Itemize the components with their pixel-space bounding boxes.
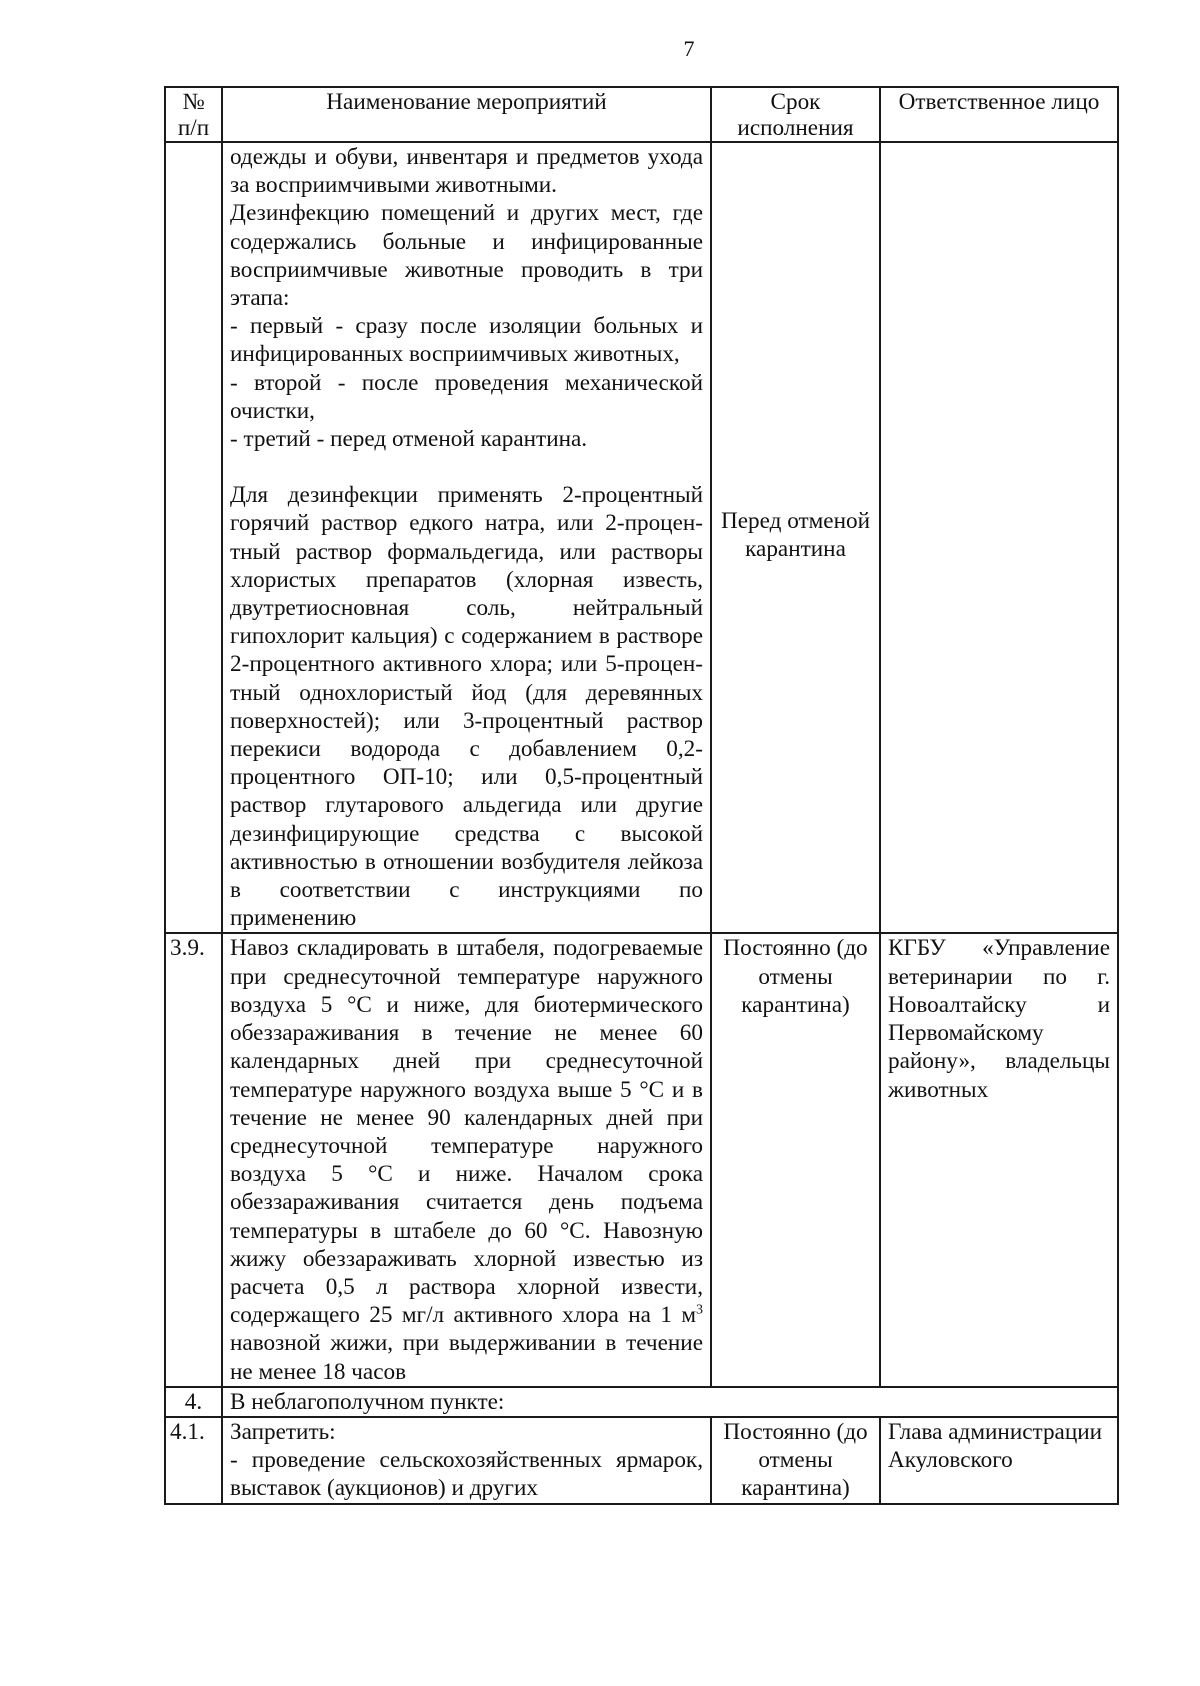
paragraph: одежды и обуви, инвентаря и предметов ухода за восприимчивыми животными. bbox=[230, 144, 703, 199]
header-num: № п/п bbox=[165, 87, 222, 142]
header-responsible: Ответственное лицо bbox=[880, 87, 1118, 142]
paragraph: - третий - перед отменой карантина. bbox=[230, 426, 588, 453]
table-row bbox=[165, 1417, 1118, 1504]
header-term: Срок исполнения bbox=[711, 87, 880, 142]
measures-table bbox=[164, 86, 1119, 1505]
row-text bbox=[222, 1417, 711, 1504]
row-responsible bbox=[880, 142, 1118, 933]
row-responsible: Глава администрации Акуловского bbox=[880, 1417, 1118, 1504]
paragraph: - первый - сразу после изоляции больных и инфицированных восприимчивых животных, bbox=[230, 313, 703, 368]
row-term: Постоянно (до отмены карантина) bbox=[711, 933, 880, 1386]
row-text bbox=[222, 933, 711, 1386]
header-name: Наименование мероприятий bbox=[222, 87, 711, 142]
paragraph: Запретить: bbox=[230, 1418, 336, 1445]
row-text: В неблагополучном пункте: bbox=[222, 1387, 1118, 1417]
table-header-row bbox=[165, 87, 1118, 142]
row-responsible: КГБУ «Управление ветеринарии по г. Новоалтайску и Первомайскому району», владельцы животных bbox=[880, 933, 1118, 1386]
row-text-end: навозной жижи, при выдерживании в течение не менее 18 часов bbox=[230, 1330, 703, 1385]
row-term bbox=[711, 142, 880, 933]
row-num: 3.9. bbox=[165, 933, 222, 1386]
paragraph: - проведение сельскохозяйственных ярмарок, выставок (аукционов) и других bbox=[230, 1447, 703, 1502]
table-row bbox=[165, 1387, 1118, 1417]
row-text-main: Навоз складировать в штабеля, подогреваемые при среднесуточной температуре наружного воздуха 5 °С и ниже, для биотермического обеззараживания в течение не менее 60 календарных дней при среднесуточной температуре наружного воздуха выше 5 °С и в течение не менее 90 календарных дней при среднесуточной температуре наружного воздуха 5 °С и ниже. Началом срока обеззараживания считается день подъема температуры в штабеле до 60 °С. Навозную жижу обеззараживать хлорной известью из расчета 0,5 л раствора хлорной извести, содержащего 25 мг/л активного хлора на 1 м bbox=[230, 935, 703, 1329]
row-term: Постоянно (до отмены карантина) bbox=[711, 1417, 880, 1504]
page-number: 7 bbox=[683, 36, 695, 61]
term-text: Перед отменой карантина bbox=[720, 508, 870, 563]
row-num: 4.1. bbox=[165, 1417, 222, 1504]
row-text bbox=[222, 142, 711, 933]
table-row bbox=[165, 933, 1118, 1386]
paragraph: Дезинфекцию помещений и других мест, где содержались больные и инфицированные восприимчивые животные проводить в три этапа: bbox=[230, 200, 703, 312]
row-num bbox=[165, 142, 222, 933]
table-row bbox=[165, 142, 1118, 933]
superscript: 3 bbox=[696, 1302, 703, 1318]
paragraph: - второй - после проведения механической очистки, bbox=[230, 369, 703, 424]
paragraph: Для дезинфекции применять 2-процентный горячий раствор едкого натра, или 2-процен-тный раствор формальдегида, или растворы хлористых препаратов (хлорная известь, двутретиосновная соль, нейтральный гипохлорит кальция) с содержанием в растворе 2-процентного активного хлора; или 5-процен-тный однохлористый йод (для деревянных поверхностей); или 3-процентный раствор перекиси водорода с добавлением 0,2-процентного ОП-10; или 0,5-процентный раствор глутарового альдегида или другие дезинфицирующие средства с высокой активностью в отношении возбудителя лейкоза в соответствии с инструкциями по применению bbox=[230, 482, 703, 932]
row-num: 4. bbox=[165, 1387, 222, 1417]
